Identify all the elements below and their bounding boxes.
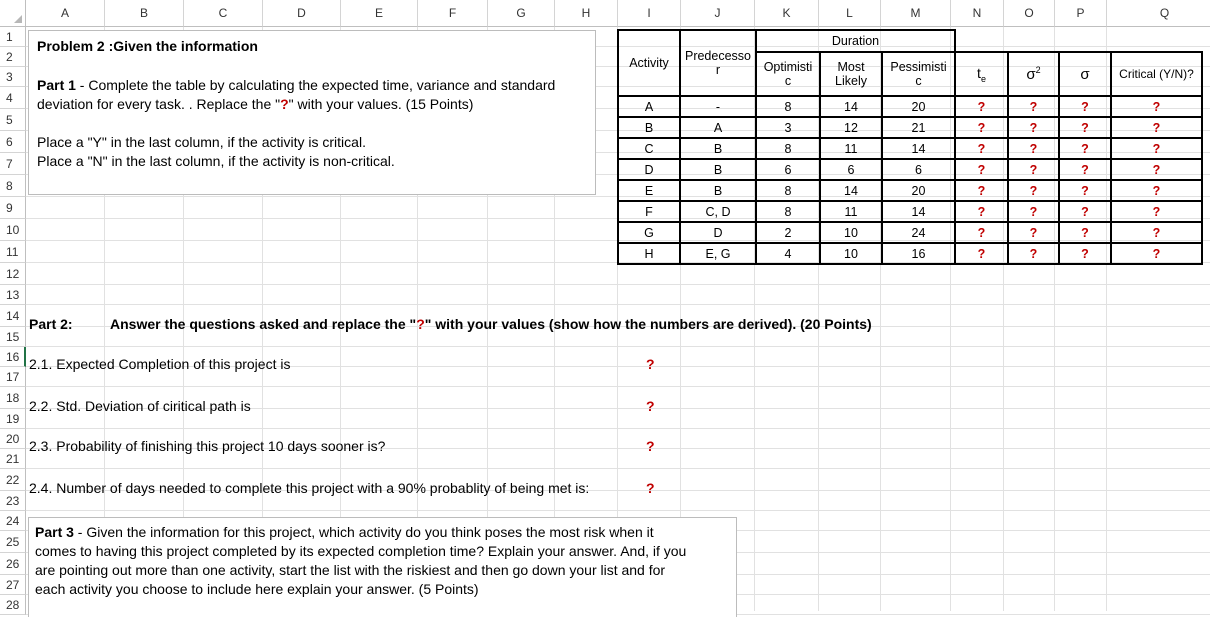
cell-activity: F xyxy=(618,201,680,222)
cell-optimistic: 3 xyxy=(756,117,820,138)
column-header-j[interactable]: J xyxy=(681,0,755,27)
cell-most-likely: 10 xyxy=(820,243,882,264)
header-critical: Critical (Y/N)? xyxy=(1111,52,1202,96)
cell-activity: H xyxy=(618,243,680,264)
cell-variance[interactable]: ? xyxy=(1008,243,1059,264)
cell-variance[interactable]: ? xyxy=(1008,180,1059,201)
cell-critical[interactable]: ? xyxy=(1111,243,1202,264)
header-optimistic: Optimisti c xyxy=(756,52,820,96)
row-header-11[interactable]: 11 xyxy=(0,241,26,263)
cell-pessimistic: 14 xyxy=(882,201,955,222)
cell-pessimistic: 21 xyxy=(882,117,955,138)
table-row xyxy=(618,159,1202,180)
cell-te[interactable]: ? xyxy=(955,96,1008,117)
cell-sigma[interactable]: ? xyxy=(1059,96,1111,117)
cell-te[interactable]: ? xyxy=(955,222,1008,243)
cell-optimistic: 8 xyxy=(756,138,820,159)
cell-pessimistic: 6 xyxy=(882,159,955,180)
cell-te[interactable]: ? xyxy=(955,243,1008,264)
row-header-14[interactable]: 14 xyxy=(0,305,26,327)
cell-sigma[interactable]: ? xyxy=(1059,243,1111,264)
cell-predecessor: B xyxy=(680,159,756,180)
row-header-20[interactable]: 20 xyxy=(0,429,26,449)
cell-sigma[interactable]: ? xyxy=(1059,222,1111,243)
cell-variance[interactable]: ? xyxy=(1008,117,1059,138)
header-variance: $\sigma^2$ xyxy=(1008,52,1059,96)
cell-optimistic: 4 xyxy=(756,243,820,264)
answer-2-4[interactable]: ? xyxy=(646,480,655,496)
cell-activity: A xyxy=(618,96,680,117)
cell-pessimistic: 24 xyxy=(882,222,955,243)
row-header-17[interactable]: 17 xyxy=(0,367,26,387)
activity-table xyxy=(617,29,1203,265)
header-std-dev: σ xyxy=(1059,52,1111,96)
problem-textbox[interactable] xyxy=(28,30,596,195)
cell-pessimistic: 20 xyxy=(882,180,955,201)
cell-critical[interactable]: ? xyxy=(1111,138,1202,159)
column-header-m[interactable]: M xyxy=(881,0,951,27)
cell-most-likely: 14 xyxy=(820,96,882,117)
cell-te[interactable]: ? xyxy=(955,159,1008,180)
part3-line3: are pointing out more than one activity, start the list with the riskiest and then go down your list and for xyxy=(35,562,666,578)
cell-sigma[interactable]: ? xyxy=(1059,138,1111,159)
column-header-a[interactable]: A xyxy=(26,0,105,27)
critical-n-instruction: Place a "N" in the last column, if the activity is non-critical. xyxy=(37,153,395,169)
table-row xyxy=(618,96,1202,117)
question-2-3: 2.3. Probability of finishing this project 10 days sooner is? xyxy=(29,438,386,454)
row-header-4[interactable]: 4 xyxy=(0,87,26,109)
cell-pessimistic: 20 xyxy=(882,96,955,117)
cell-predecessor: C, D xyxy=(680,201,756,222)
cell-te[interactable]: ? xyxy=(955,180,1008,201)
row-header-28[interactable]: 28 xyxy=(0,595,26,615)
cell-variance[interactable]: ? xyxy=(1008,159,1059,180)
question-2-1: 2.1. Expected Completion of this project is xyxy=(29,356,291,372)
row-header-27[interactable]: 27 xyxy=(0,575,26,595)
row-header-21[interactable]: 21 xyxy=(0,449,26,469)
column-header-d[interactable]: D xyxy=(263,0,341,27)
column-header-l[interactable]: L xyxy=(819,0,881,27)
table-row xyxy=(618,222,1202,243)
header-activity: Activity xyxy=(618,30,680,96)
cell-optimistic: 2 xyxy=(756,222,820,243)
cell-optimistic: 8 xyxy=(756,201,820,222)
column-header-o[interactable]: O xyxy=(1004,0,1055,27)
table-row xyxy=(618,180,1202,201)
row-header-10[interactable]: 10 xyxy=(0,219,26,241)
cell-sigma[interactable]: ? xyxy=(1059,180,1111,201)
row-header-15[interactable]: 15 xyxy=(0,327,26,347)
column-header-b[interactable]: B xyxy=(105,0,184,27)
part3-textbox[interactable] xyxy=(28,517,737,617)
header-expected-time: $t_e$ xyxy=(955,52,1008,96)
question-2-2: 2.2. Std. Deviation of ciritical path is xyxy=(29,398,251,414)
row-header-8[interactable]: 8 xyxy=(0,175,26,197)
cell-pessimistic: 14 xyxy=(882,138,955,159)
column-header-k[interactable]: K xyxy=(755,0,819,27)
cell-critical[interactable]: ? xyxy=(1111,159,1202,180)
select-all-corner[interactable] xyxy=(0,0,26,27)
cell-predecessor: B xyxy=(680,180,756,201)
critical-y-instruction: Place a "Y" in the last column, if the activity is critical. xyxy=(37,134,366,150)
table-row xyxy=(618,201,1202,222)
cell-most-likely: 14 xyxy=(820,180,882,201)
row-header-3[interactable]: 3 xyxy=(0,67,26,87)
column-header-h[interactable]: H xyxy=(555,0,618,27)
cell-activity: C xyxy=(618,138,680,159)
cell-te[interactable]: ? xyxy=(955,138,1008,159)
row-header-16[interactable]: 16 xyxy=(0,347,26,367)
cell-optimistic: 8 xyxy=(756,96,820,117)
column-header-e[interactable]: E xyxy=(341,0,418,27)
answer-2-3[interactable]: ? xyxy=(646,438,655,454)
cell-pessimistic: 16 xyxy=(882,243,955,264)
cell-activity: G xyxy=(618,222,680,243)
cell-sigma[interactable]: ? xyxy=(1059,201,1111,222)
cell-most-likely: 11 xyxy=(820,138,882,159)
cell-most-likely: 11 xyxy=(820,201,882,222)
column-header-p[interactable]: P xyxy=(1055,0,1107,27)
table-row xyxy=(618,243,1202,264)
cell-variance[interactable]: ? xyxy=(1008,138,1059,159)
part1-line2: deviation for every task. . Replace the "?" with your values. (15 Points) xyxy=(37,96,474,112)
cell-te[interactable]: ? xyxy=(955,201,1008,222)
answer-2-2[interactable]: ? xyxy=(646,398,655,414)
cell-most-likely: 6 xyxy=(820,159,882,180)
column-header-f[interactable]: F xyxy=(418,0,488,27)
cell-activity: E xyxy=(618,180,680,201)
part3-line2: comes to having this project completed by its expected completion time? Explain your answer. And, if you xyxy=(35,543,687,559)
header-duration: Duration xyxy=(756,30,955,52)
part1-line1: Part 1 - Complete the table by calculating the expected time, variance and standard xyxy=(37,77,556,93)
row-header-9[interactable]: 9 xyxy=(0,197,26,219)
cell-critical[interactable]: ? xyxy=(1111,201,1202,222)
question-2-4: 2.4. Number of days needed to complete this project with a 90% probablity of being met is: xyxy=(29,480,590,496)
part2-instruction: Answer the questions asked and replace the "?" with your values (show how the numbers are derived). (20 Points) xyxy=(110,316,872,332)
row-header-23[interactable]: 23 xyxy=(0,491,26,511)
row-header-7[interactable]: 7 xyxy=(0,153,26,175)
cell-predecessor: D xyxy=(680,222,756,243)
cell-predecessor: A xyxy=(680,117,756,138)
cell-most-likely: 10 xyxy=(820,222,882,243)
part3-line4: each activity you choose to include here explain your answer. (5 Points) xyxy=(35,581,479,597)
column-header-i[interactable]: I xyxy=(618,0,681,27)
cell-te[interactable]: ? xyxy=(955,117,1008,138)
cell-sigma[interactable]: ? xyxy=(1059,159,1111,180)
row-header-6[interactable]: 6 xyxy=(0,131,26,153)
cell-optimistic: 8 xyxy=(756,180,820,201)
cell-most-likely: 12 xyxy=(820,117,882,138)
header-pessimistic: Pessimisti c xyxy=(882,52,955,96)
table-row xyxy=(618,138,1202,159)
row-header-19[interactable]: 19 xyxy=(0,409,26,429)
cell-variance[interactable]: ? xyxy=(1008,222,1059,243)
cell-variance[interactable]: ? xyxy=(1008,96,1059,117)
cell-predecessor: - xyxy=(680,96,756,117)
row-header-2[interactable]: 2 xyxy=(0,47,26,67)
row-header-25[interactable]: 25 xyxy=(0,531,26,553)
row-header-5[interactable]: 5 xyxy=(0,109,26,131)
cell-activity: B xyxy=(618,117,680,138)
row-header-22[interactable]: 22 xyxy=(0,469,26,491)
row-header-12[interactable]: 12 xyxy=(0,263,26,285)
problem-title: Problem 2 :Given the information xyxy=(37,38,258,54)
table-row xyxy=(618,117,1202,138)
cell-variance[interactable]: ? xyxy=(1008,201,1059,222)
cell-critical[interactable]: ? xyxy=(1111,222,1202,243)
cell-activity: D xyxy=(618,159,680,180)
cell-critical[interactable]: ? xyxy=(1111,180,1202,201)
cell-sigma[interactable]: ? xyxy=(1059,117,1111,138)
header-predecessor: Predecesso r xyxy=(680,30,756,96)
column-header-g[interactable]: G xyxy=(488,0,555,27)
header-most-likely: Most Likely xyxy=(820,52,882,96)
cell-critical[interactable]: ? xyxy=(1111,117,1202,138)
row-header-26[interactable]: 26 xyxy=(0,553,26,575)
cell-predecessor: E, G xyxy=(680,243,756,264)
row-header-18[interactable]: 18 xyxy=(0,387,26,409)
part3-line1: Part 3 - Given the information for this project, which activity do you think poses the most risk when it xyxy=(35,524,654,540)
row-header-1[interactable]: 1 xyxy=(0,27,26,47)
row-header-24[interactable]: 24 xyxy=(0,511,26,531)
column-header-c[interactable]: C xyxy=(184,0,263,27)
part2-label: Part 2: xyxy=(29,316,73,332)
answer-2-1[interactable]: ? xyxy=(646,356,655,372)
cell-optimistic: 6 xyxy=(756,159,820,180)
cell-critical[interactable]: ? xyxy=(1111,96,1202,117)
column-header-n[interactable]: N xyxy=(951,0,1004,27)
column-header-q[interactable]: Q xyxy=(1107,0,1210,27)
row-header-13[interactable]: 13 xyxy=(0,285,26,305)
cell-predecessor: B xyxy=(680,138,756,159)
